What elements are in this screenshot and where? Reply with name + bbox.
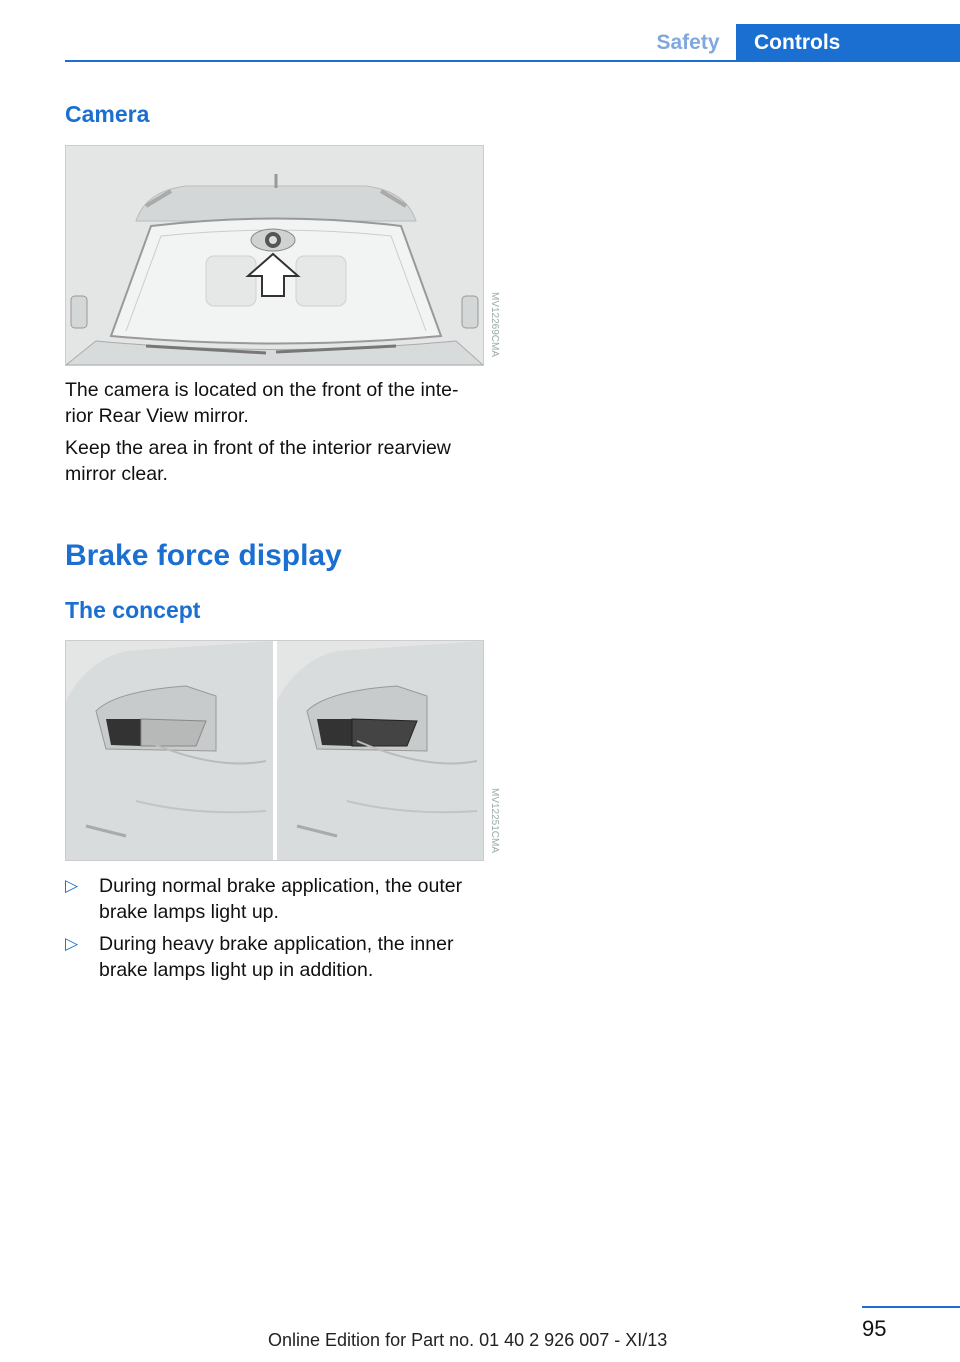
- figure-code: MV12269CMA: [489, 292, 500, 358]
- header-chapter-tab: Controls: [736, 24, 960, 61]
- brake-force-heading: Brake force display: [65, 539, 342, 572]
- triangle-bullet-icon: ▷: [65, 876, 79, 895]
- edition-footer: Online Edition for Part no. 01 40 2 926 007 - XI/13: [268, 1330, 668, 1350]
- header-rule: [65, 60, 960, 62]
- concept-subheading: The concept: [65, 597, 201, 623]
- brake-lamps-illustration: [65, 640, 484, 861]
- brake-lamp-list: [65, 873, 485, 989]
- list-item: [65, 931, 485, 983]
- triangle-bullet-icon: ▷: [65, 934, 79, 953]
- footer-rule: [862, 1306, 960, 1308]
- windshield-camera-illustration: [65, 145, 484, 366]
- camera-location-text: The camera is located on the front of the inte-rior Rear View mirror.: [65, 379, 459, 427]
- camera-clear-text: Keep the area in front of the interior rearview mirror clear.: [65, 437, 451, 485]
- list-item: [65, 873, 485, 925]
- figure-code: MV12251CMA: [489, 788, 500, 854]
- list-item-text: During normal brake application, the outer brake lamps light up.: [99, 875, 463, 923]
- list-item-text: During heavy brake application, the inner brake lamps light up in addition.: [99, 933, 454, 981]
- camera-heading: Camera: [65, 101, 150, 127]
- page-number: 95: [862, 1316, 887, 1341]
- header-section-tab: Safety: [656, 30, 720, 54]
